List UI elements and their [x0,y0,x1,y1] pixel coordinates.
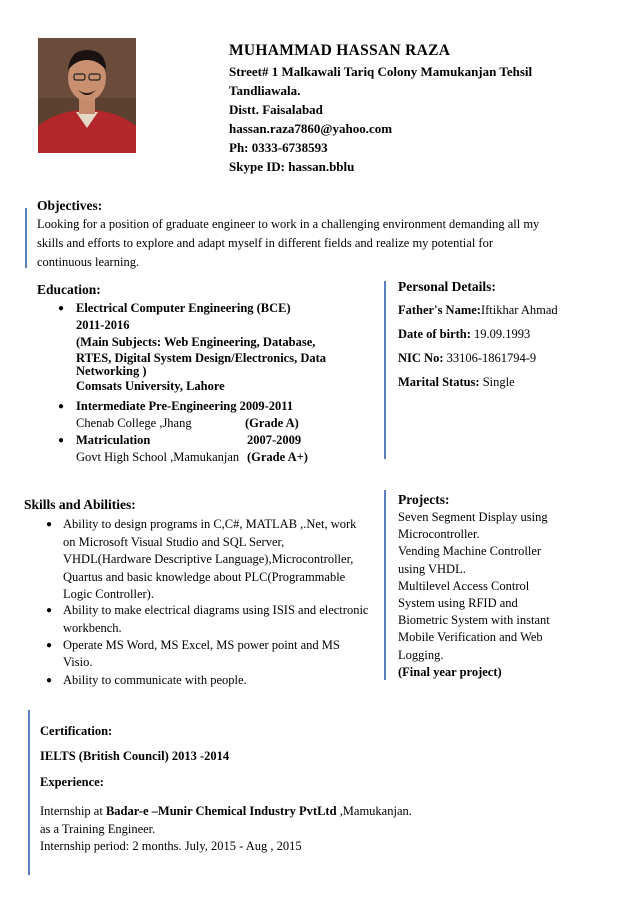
project-line: Multilevel Access Control [398,578,530,593]
nic-value: 33106-1861794-9 [443,351,537,365]
profile-photo [38,38,136,153]
address-line-2: Tandliawala. [229,83,301,98]
edu-bce-sub: Networking ) [76,364,147,378]
skill-line: workbench. [63,621,122,635]
person-photo-icon [38,38,136,153]
skill-line: Logic Controller). [63,587,154,601]
father-value: Iftikhar Ahmad [480,303,558,317]
bullet-icon: ● [58,303,65,314]
edu-bce-sub: (Main Subjects: Web Engineering, Database, [76,335,316,349]
project-line: Logging. [398,647,444,662]
personal-bar [384,281,386,459]
edu-matric-school: Govt High School ,Mamukanjan [76,450,240,464]
projects-list [398,509,550,681]
edu-inter-title: Intermediate Pre-Engineering 2009-2011 [76,399,294,413]
skill-line: on Microsoft Visual Studio and SQL Server, [63,535,285,549]
skill-line: Ability to make electrical diagrams using ISIS and electronic [63,603,369,617]
contact-block [229,62,532,176]
projects-title: Projects: [398,492,450,507]
objectives-line: continuous learning. [37,255,140,269]
experience-prefix: Internship at [40,804,106,818]
bullet-icon: ● [46,519,53,530]
experience-company: Badar-e –Munir Chemical Industry PvtLtd [105,804,337,818]
bullet-icon: ● [46,605,53,616]
project-line: Vending Machine Controller [398,544,542,559]
personal-title: Personal Details: [398,279,496,294]
project-line: using VHDL. [398,561,466,576]
skill-line: Ability to design programs in C,C#, MATLAB ,.Net, work [63,517,357,531]
project-line: System using RFID and [398,596,518,611]
certification-value: IELTS (British Council) 2013 -2014 [40,749,230,763]
project-line: Mobile Verification and Web [398,630,543,645]
skill-line: Quartus and basic knowledge about PLC(Programmable [63,570,346,584]
nic-number [398,351,536,366]
bullet-icon: ● [58,435,65,446]
candidate-name: MUHAMMAD HASSAN RAZA [229,42,451,59]
bullet-icon: ● [46,675,53,686]
edu-bce-title: Electrical Computer Engineering (BCE) [76,301,291,315]
cert-exp-bar [28,710,30,875]
projects-bar [384,490,386,680]
experience-line [40,804,412,819]
skype: Skype ID: hassan.bblu [229,159,355,174]
edu-matric-title: Matriculation [76,433,151,447]
experience-line: as a Training Engineer. [40,822,156,836]
edu-matric-grade: (Grade A+) [247,450,308,464]
education-title: Education: [37,282,101,297]
edu-bce-uni: Comsats University, Lahore [76,379,225,393]
skill-line: Operate MS Word, MS Excel, MS power point and MS [63,638,340,652]
certification-title: Certification: [40,724,113,738]
project-note: (Final year project) [398,664,502,679]
district: Distt. Faisalabad [229,102,323,117]
skills-title: Skills and Abilities: [24,497,136,512]
objectives-text [37,215,607,272]
dob-value: 19.09.1993 [470,327,531,341]
experience-title: Experience: [40,775,104,789]
project-line: Seven Segment Display using [398,510,548,524]
address-line-1: Street# 1 Malkawali Tariq Colony Mamukanjan Tehsil [229,64,533,79]
skill-line: Ability to communicate with people. [63,673,247,687]
objectives-bar [25,208,27,268]
experience-line: Internship period: 2 months. July, 2015 - Aug , 2015 [40,839,302,853]
dob-label: Date of birth: [398,327,471,341]
skill-line: Visio. [63,655,93,669]
edu-inter-school: Chenab College ,Jhang [76,416,192,430]
bullet-icon: ● [46,640,53,651]
father-name [398,303,558,318]
objectives-line: Looking for a position of graduate engineer to work in a challenging environment demanding all my [37,217,540,231]
edu-bce-years: 2011-2016 [76,318,130,332]
project-line: Microcontroller. [398,527,480,542]
objectives-title: Objectives: [37,198,103,213]
objectives-line: skills and efforts to explore and adapt myself in different fields and realize my potential for [37,236,493,250]
bullet-icon: ● [58,401,65,412]
marital-status [398,375,515,390]
marital-value: Single [479,375,515,389]
date-of-birth [398,327,530,342]
nic-label: NIC No: [398,351,444,365]
edu-bce-sub: RTES, Digital System Design/Electronics, Data [76,351,327,365]
email: hassan.raza7860@yahoo.com [229,121,393,136]
experience-location: ,Mamukanjan. [336,804,412,818]
edu-matric-years: 2007-2009 [247,433,302,447]
marital-label: Marital Status: [398,375,480,389]
phone: Ph: 0333-6738593 [229,140,328,155]
skill-line: VHDL(Hardware Descriptive Language),Microcontroller, [63,552,354,566]
project-line: Biometric System with instant [398,613,550,628]
father-label: Father's Name: [398,303,481,317]
edu-inter-grade: (Grade A) [245,416,299,430]
